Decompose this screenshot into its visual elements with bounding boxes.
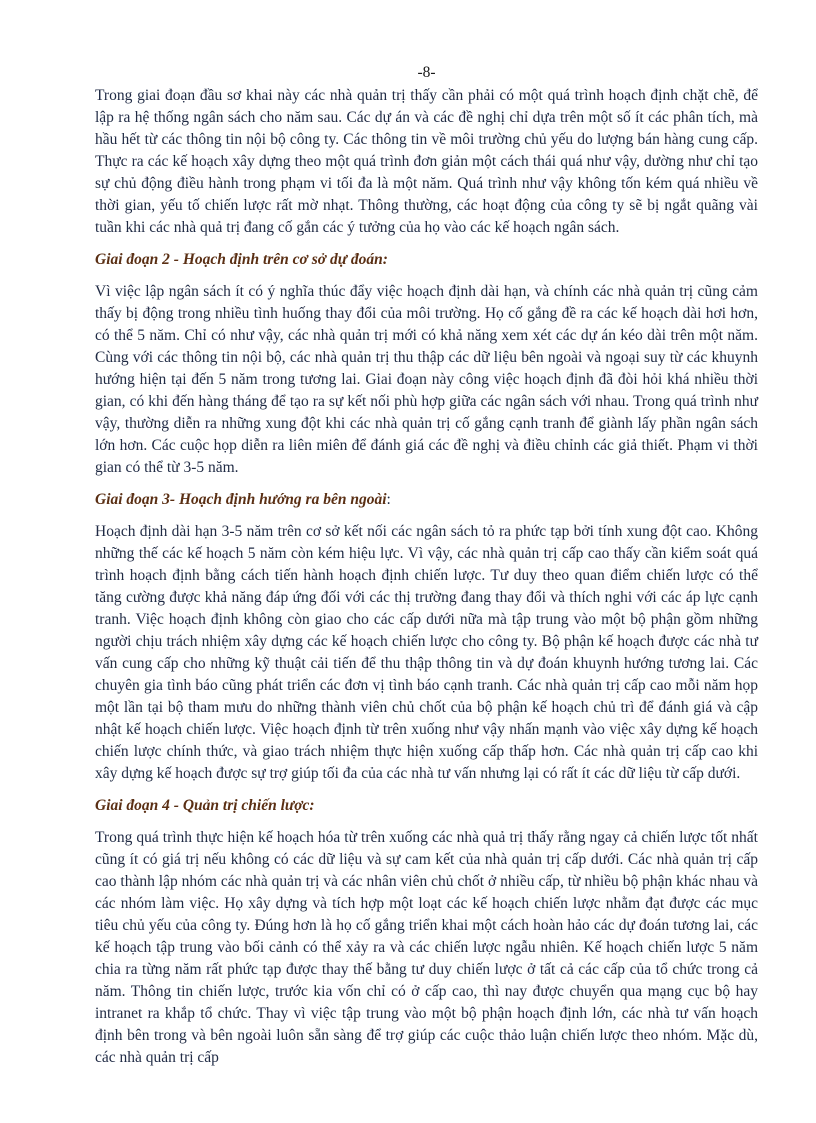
section-heading-stage-3 — [95, 489, 758, 511]
section-paragraph-stage-3: Hoạch định dài hạn 3-5 năm trên cơ sở kết nối các ngân sách tỏ ra phức tạp bởi tính xung đột cao. Không những thế các kế hoạch 5 năm còn kém hiệu lực. Vì vậy, các nhà quản trị cấp cao thấy cần kiểm soát quá trình hoạch định bằng cách tiến hành hoạch định chiến lược. Tư duy theo quan điểm chiến lược có thể tăng cường được khả năng đáp ứng đối với các thị trường đang thay đổi và thích nghi với các áp lực cạnh tranh. Việc hoạch định không còn giao cho các cấp dưới nữa mà tập trung vào một bộ phận gồm những người chịu trách nhiệm xây dựng các kế hoạch chiến lược cho công ty. Bộ phận kế hoạch được các nhà tư vấn cung cấp cho những kỹ thuật cải tiến để thu thập thông tin và dự đoán khuynh hướng tương lai. Các chuyên gia tình báo cũng phát triển các đơn vị tình báo cạnh tranh. Các nhà quản trị cấp cao mỗi năm họp một lần tại bộ tham mưu do những thành viên chủ chốt của bộ phận kế hoạch chủ trì để đánh giá và cập nhật kế hoạch chiến lược. Việc hoạch định từ trên xuống như vậy nhấn mạnh vào việc xây dựng kế hoạch chiến lược chính thức, và giao trách nhiệm thực hiện xuống cấp thấp hơn. Các nhà quản trị cấp cao khi xây dựng kế hoạch được sự trợ giúp tối đa của các nhà tư vấn nhưng lại có rất ít các dữ liệu từ cấp dưới. — [95, 523, 758, 782]
section-heading-stage-2 — [95, 249, 758, 271]
section-paragraph-stage-2: Vì việc lập ngân sách ít có ý nghĩa thúc đẩy việc hoạch định dài hạn, và chính các nhà quản trị cũng cảm thấy bị động trong nhiều tình huống thay đổi của môi trường. Họ cố gắng đề ra các kế hoạch dài hơi hơn, có thể 5 năm. Chỉ có như vậy, các nhà quản trị mới có khả năng xem xét các dự án kéo dài trên một năm. Cùng với các thông tin nội bộ, các nhà quản trị thu thập các dữ liệu bên ngoài và ngoại suy từ các khuynh hướng hiện tại đến 5 năm trong tương lai. Giai đoạn này công việc hoạch định đã đòi hỏi khá nhiều thời gian, có khi đến hàng tháng để tạo ra sự kết nối phù hợp giữa các ngân sách với nhau. Trong quá trình như vậy, thường diễn ra những xung đột khi các nhà quản trị cố gắng cạnh tranh để giành lấy phần ngân sách lớn hơn. Các cuộc họp diễn ra liên miên để đánh giá các đề nghị và điều chỉnh các giả thiết. Phạm vi thời gian có thể từ 3-5 năm. — [95, 283, 758, 476]
section-heading-text: Giai đoạn 4 - Quản trị chiến lược: — [95, 797, 315, 814]
section-heading-stage-4 — [95, 795, 758, 817]
section-heading-text: Giai đoạn 3- Hoạch định hướng ra bên ngoài — [95, 491, 387, 508]
section-paragraph-stage-4: Trong quá trình thực hiện kế hoạch hóa từ trên xuống các nhà quả trị thấy rằng ngay cả chiến lược tốt nhất cũng ít có giá trị nếu không có các dữ liệu và sự cam kết của nhà quản trị cấp dưới. Các nhà quản trị cấp cao thành lập nhóm các nhà quản trị và các nhân viên chủ chốt ở nhiều cấp, từ nhiều bộ phận khác nhau và các nhóm làm việc. Họ xây dựng và tích hợp một loạt các kế hoạch chiến lược nhằm đạt được các mục tiêu chủ yếu của công ty. Đúng hơn là họ cố gắng triển khai một cách hoàn hảo các dự đoán tương lai, các kế hoạch tập trung vào bối cảnh có thể xảy ra và các chiến lược ngẫu nhiên. Kế hoạch chiến lược 5 năm chia ra từng năm rất phức tạp được thay thế bằng tư duy chiến lược ở tất cả các cấp của tổ chức trong cả năm. Thông tin chiến lược, trước kia vốn chỉ có ở cấp cao, thì nay được chuyển qua mạng cục bộ hay intranet ra khắp tổ chức. Thay vì việc tập trung vào một bộ phận hoạch định lớn, các nhà tư vấn hoạch định bên trong và bên ngoài luôn sẵn sàng để trợ giúp các cuộc thảo luận chiến lược theo nhóm. Mặc dù, các nhà quản trị cấp — [95, 829, 758, 1066]
section-heading-text: Giai đoạn 2 - Hoạch định trên cơ sở dự đoán: — [95, 251, 388, 268]
intro-paragraph: Trong giai đoạn đầu sơ khai này các nhà quản trị thấy cần phải có một quá trình hoạch định chặt chẽ, để lập ra hệ thống ngân sách cho năm sau. Các dự án và các đề nghị chỉ dựa trên một số ít các phân tích, mà hầu hết từ các thông tin nội bộ công ty. Các thông tin về môi trường chủ yếu do lượng bán hàng cung cấp. Thực ra các kế hoạch xây dựng theo một quá trình đơn giản một cách thái quá như vậy, dường như chỉ tạo sự chủ động điều hành trong phạm vi tối đa là một năm. Quá trình như vậy không tốn kém quá nhiều về thời gian, yếu tố chiến lược rất mờ nhạt. Thông thường, các hoạt động của công ty sẽ bị ngắt quãng vài tuần khi các nhà quả trị đang cố gắn các ý tưởng của họ vào các kế hoạch ngân sách. — [95, 87, 758, 236]
page-number: -8- — [417, 64, 436, 81]
heading-suffix: : — [386, 491, 391, 508]
